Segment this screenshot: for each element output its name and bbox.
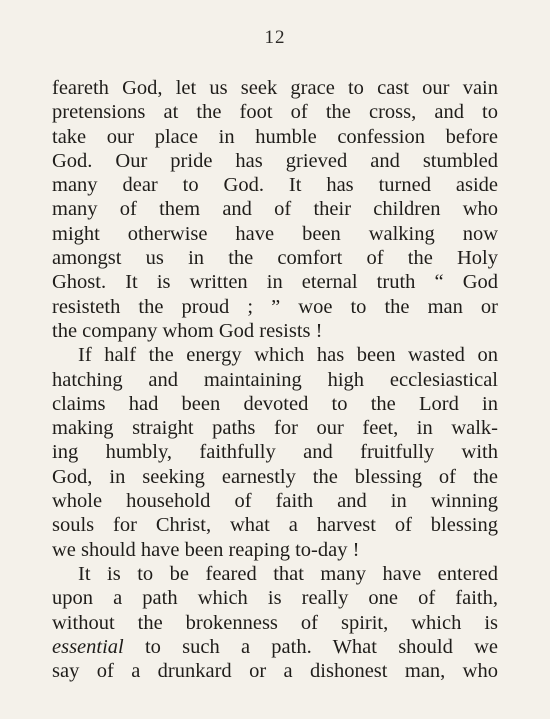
text-line: without the brokenness of spirit, which is (52, 611, 498, 634)
text-line: many of them and of their children who (52, 198, 498, 221)
text-line: It is to be feared that many have entered (78, 562, 498, 585)
text-line: ing humbly, faithfully and fruitfully with (52, 441, 498, 464)
text-line: feareth God, let us seek grace to cast our vain (52, 77, 498, 99)
text-line-remainder: to such a path. What should we (144, 635, 499, 658)
text-line: we should have been reaping to-day ! (52, 538, 360, 561)
text-line: souls for Christ, what a harvest of blessing (52, 514, 498, 537)
text-line: might otherwise have been walking now (52, 222, 498, 245)
text-line: claims had been devoted to the Lord in (52, 392, 498, 415)
text-line: Ghost. It is written in eternal truth “ God (52, 271, 498, 294)
page-number: 12 (264, 27, 286, 48)
text-line: pretensions at the foot of the cross, and to (52, 101, 498, 124)
italic-word: essential (52, 635, 124, 658)
text-line: say of a drunkard or a dishonest man, who (52, 660, 498, 683)
text-line: many dear to God. It has turned aside (52, 174, 498, 197)
text-line: making straight paths for our feet, in walk- (52, 417, 498, 440)
text-line: resisteth the proud ; ” woe to the man or (52, 295, 498, 318)
text-line: the company whom God resists ! (52, 319, 323, 342)
text-line: amongst us in the comfort of the Holy (52, 247, 498, 270)
text-line: If half the energy which has been wasted on (78, 344, 498, 367)
text-line: God, in seeking earnestly the blessing of the (52, 465, 498, 488)
text-line: take our place in humble confession before (52, 125, 498, 148)
text-line: hatching and maintaining high ecclesiastical (52, 368, 498, 391)
text-line: God. Our pride has grieved and stumbled (52, 149, 498, 172)
text-line: whole household of faith and in winning (52, 490, 498, 513)
text-line (52, 635, 498, 659)
text-line: upon a path which is really one of faith, (52, 587, 498, 610)
body-text (52, 76, 498, 683)
